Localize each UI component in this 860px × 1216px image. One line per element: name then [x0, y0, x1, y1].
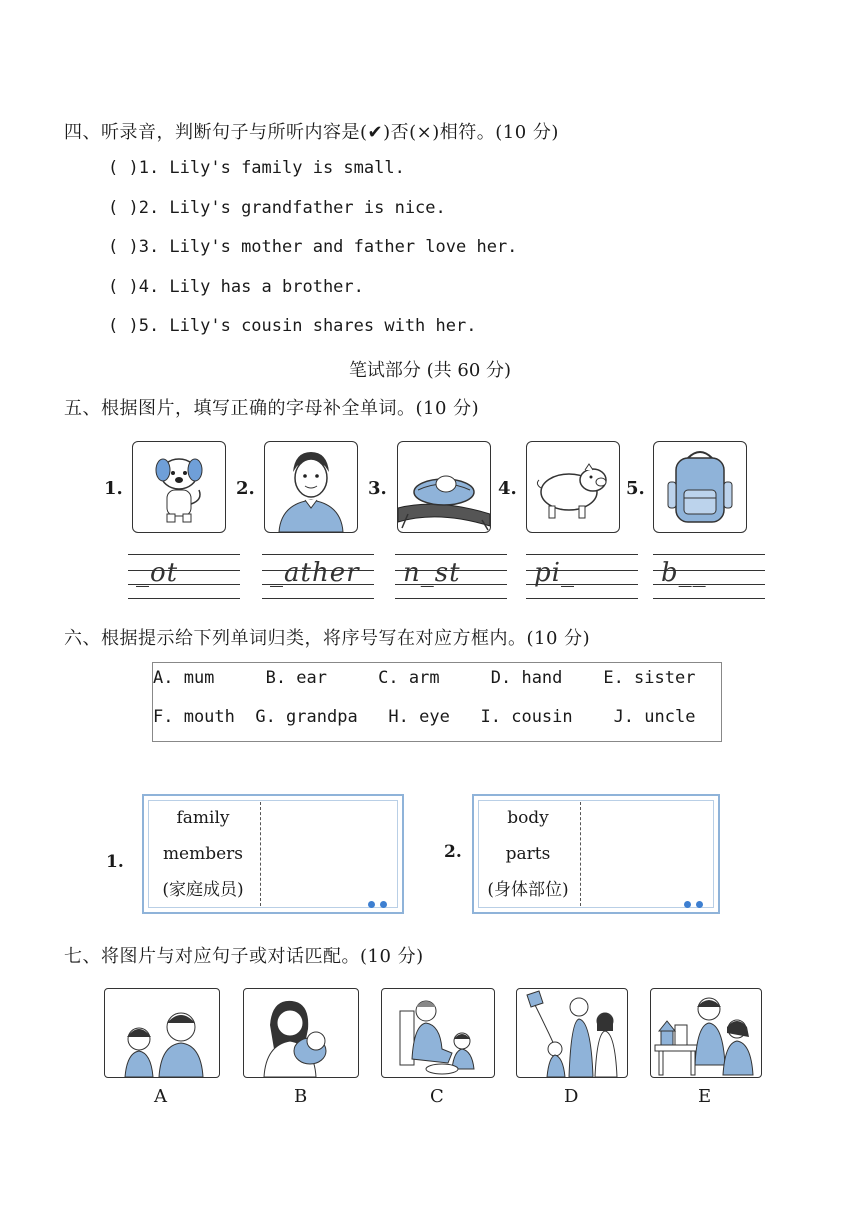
- category-number-2: 2.: [444, 842, 462, 862]
- category-label: body: [507, 808, 549, 828]
- pic-number-5: 5.: [626, 478, 645, 499]
- picture-letter-e: E: [698, 1086, 712, 1107]
- tf-sentence: 4. Lily has a brother.: [138, 277, 364, 297]
- partial-word: n_st: [403, 558, 461, 588]
- category-label: members: [162, 844, 244, 864]
- tf-sentence: 3. Lily's mother and father love her.: [138, 237, 518, 257]
- tf-sentence: 2. Lily's grandfather is nice.: [138, 198, 446, 218]
- category-number-1: 1.: [106, 852, 124, 872]
- word-blank-3[interactable]: [395, 550, 507, 600]
- answer-area-family[interactable]: [264, 804, 392, 902]
- family-flying-kite-icon: [516, 988, 628, 1078]
- picture-letter-b: B: [294, 1086, 308, 1107]
- nest-icon: [397, 441, 491, 533]
- section6-heading: 六、根据提示给下列单词归类，将序号写在对应方框内。(10 分): [64, 628, 591, 649]
- word-bank: [152, 662, 722, 742]
- category-label-cn: (家庭成员): [162, 880, 244, 900]
- picture-letter-c: C: [430, 1086, 444, 1107]
- tf-sentence: 1. Lily's family is small.: [138, 158, 405, 178]
- tf-item-4: [108, 277, 364, 297]
- partial-word: b__: [661, 558, 707, 588]
- picture-letter-d: D: [564, 1086, 579, 1107]
- answer-blank[interactable]: ( ): [108, 237, 139, 257]
- tf-sentence: 5. Lily's cousin shares with her.: [138, 316, 477, 336]
- partial-word: _ather: [270, 558, 360, 588]
- category-box-body: [472, 794, 720, 914]
- word-blank-2[interactable]: [262, 550, 374, 600]
- mother-with-baby-icon: [243, 988, 359, 1078]
- word-bank-row-2: F. mouth G. grandpa H. eye I. cousin J. uncle: [153, 707, 696, 727]
- children-playing-blocks-icon: [650, 988, 762, 1078]
- dog-icon: [132, 441, 226, 533]
- answer-blank[interactable]: ( ): [108, 277, 139, 297]
- written-part-title: 笔试部分 (共 60 分): [348, 360, 512, 381]
- tf-item-2: [108, 198, 446, 218]
- section5-heading: 五、根据图片，填写正确的字母补全单词。(10 分): [64, 398, 480, 419]
- partial-word: _ot: [136, 558, 179, 588]
- pig-icon: [526, 441, 620, 533]
- pic-number-4: 4.: [498, 478, 517, 499]
- category-label: family: [176, 808, 230, 828]
- father-icon: [264, 441, 358, 533]
- tf-item-1: [108, 158, 405, 178]
- answer-blank[interactable]: ( ): [108, 316, 139, 336]
- word-blank-4[interactable]: [526, 550, 638, 600]
- tf-item-3: [108, 237, 517, 257]
- answer-blank[interactable]: ( ): [108, 198, 139, 218]
- pic-number-1: 1.: [104, 478, 123, 499]
- answer-blank[interactable]: ( ): [108, 158, 139, 178]
- grandmother-and-girl-icon: [381, 988, 495, 1078]
- partial-word: pi_: [534, 558, 575, 588]
- picture-letter-a: A: [154, 1086, 167, 1107]
- tf-item-5: [108, 316, 476, 336]
- backpack-icon: [653, 441, 747, 533]
- pic-number-2: 2.: [236, 478, 255, 499]
- word-blank-1[interactable]: [128, 550, 240, 600]
- category-label: parts: [505, 844, 551, 864]
- category-label-cn: (身体部位): [487, 880, 569, 900]
- word-blank-5[interactable]: [653, 550, 765, 600]
- category-box-family: [142, 794, 404, 914]
- section4-heading: 四、听录音，判断句子与所听内容是(✔)否(×)相符。(10 分): [64, 122, 559, 143]
- girl-and-father-icon: [104, 988, 220, 1078]
- pic-number-3: 3.: [368, 478, 387, 499]
- word-bank-row-1: A. mum B. ear C. arm D. hand E. sister: [153, 668, 696, 688]
- section7-heading: 七、将图片与对应句子或对话匹配。(10 分): [64, 946, 424, 967]
- answer-area-body[interactable]: [584, 804, 708, 902]
